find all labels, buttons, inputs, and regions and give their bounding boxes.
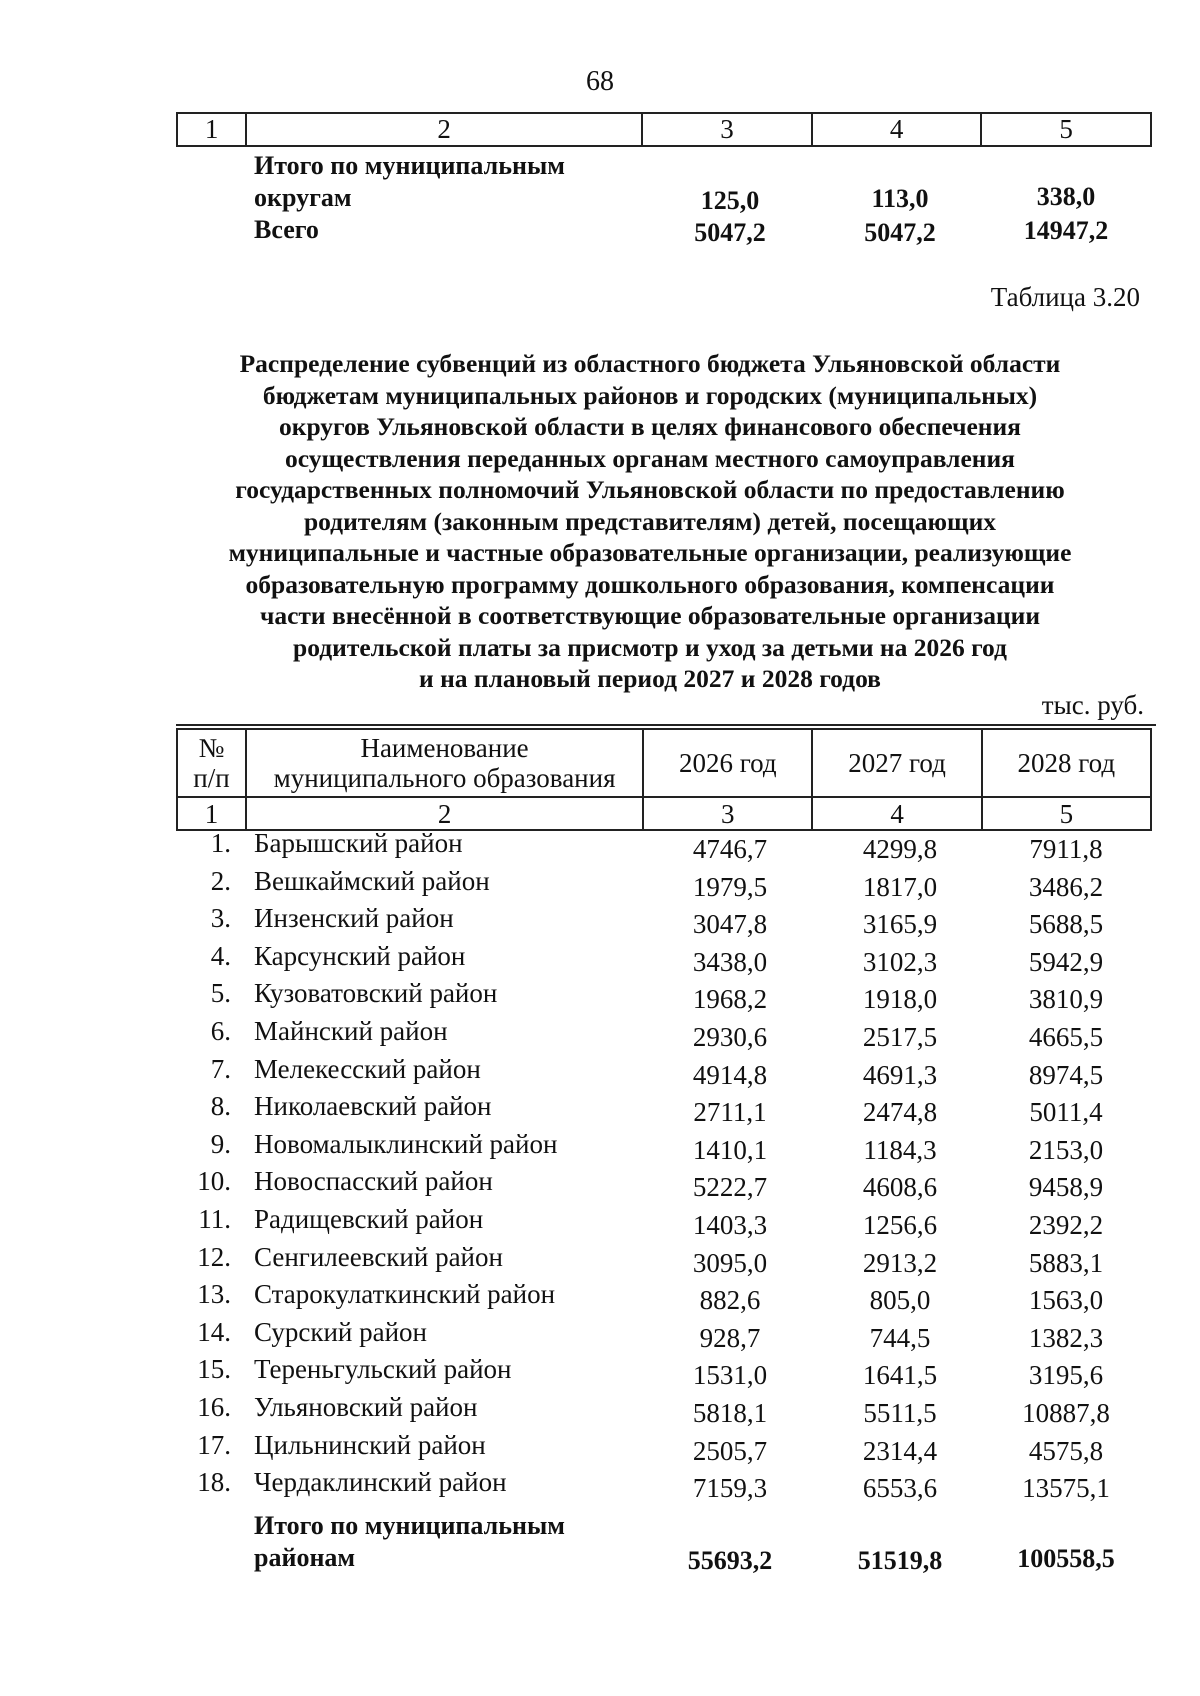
- row-value-2026: 1410,1: [692, 1134, 768, 1165]
- row-value-2027: 3165,9: [862, 909, 938, 940]
- table-row: [176, 866, 1152, 904]
- header-2026: 2026 год: [643, 729, 812, 797]
- title-line: родителям (законным представителям) детей, посещающих: [303, 506, 997, 536]
- row-value-2026: 5818,1: [692, 1397, 768, 1428]
- row-number: 2.: [210, 865, 231, 896]
- table-caption: Таблица 3.20: [990, 282, 1140, 312]
- row-value-2026: 1403,3: [692, 1209, 768, 1240]
- row-value-2028: 8974,5: [1028, 1059, 1104, 1090]
- table-row: [176, 1430, 1152, 1468]
- grand-total-2028: 14947,2: [1023, 216, 1109, 245]
- row-value-2026: 1968,2: [692, 984, 768, 1015]
- row-name: Мелекесский район: [254, 1053, 481, 1084]
- table-title: [150, 348, 1150, 695]
- title-line: государственных полномочий Ульяновской области по предоставлению: [235, 475, 1065, 504]
- table-row: [176, 1054, 1152, 1092]
- row-value-2026: 1979,5: [692, 871, 768, 902]
- title-line: муниципальные и частные образовательные организации, реализующие: [228, 538, 1072, 567]
- row-value-2028: 3486,2: [1028, 871, 1104, 902]
- row-number: 7.: [210, 1053, 231, 1084]
- unit-label: тыс. руб.: [1041, 690, 1144, 720]
- table-row: [176, 1129, 1152, 1167]
- district-total-2027: 51519,8: [857, 1546, 943, 1575]
- title-line: Распределение субвенций из областного бюджета Ульяновской области: [239, 349, 1061, 378]
- row-value-2026: 2711,1: [693, 1097, 767, 1128]
- row-name: Цильнинский район: [254, 1429, 486, 1460]
- okrug-total-2027: 113,0: [871, 184, 929, 213]
- row-value-2028: 1563,0: [1028, 1285, 1104, 1316]
- row-value-2027: 744,5: [869, 1322, 931, 1353]
- title-line: родительской платы за присмотр и уход за детьми на 2026 год: [293, 632, 1007, 662]
- row-name: Старокулаткинский район: [254, 1279, 556, 1310]
- table-row: [176, 978, 1152, 1016]
- table-row: [176, 1166, 1152, 1204]
- header-number-line2: п/п: [193, 763, 230, 793]
- row-value-2028: 1382,3: [1028, 1322, 1104, 1353]
- row-value-2027: 4299,8: [862, 834, 938, 864]
- row-value-2028: 2392,2: [1028, 1209, 1104, 1240]
- table-row: [176, 941, 1152, 979]
- col-index-5: 5: [982, 797, 1151, 830]
- unit-divider: [176, 724, 1156, 726]
- row-value-2027: 2517,5: [862, 1021, 938, 1052]
- table-row: [176, 1091, 1152, 1129]
- okrug-total-label: [254, 150, 565, 214]
- row-value-2028: 7911,8: [1029, 834, 1103, 864]
- table-row: [176, 1317, 1152, 1355]
- row-number: 10.: [197, 1166, 231, 1197]
- table-row: [176, 1016, 1152, 1054]
- okrug-total-2028: 338,0: [1036, 182, 1096, 211]
- okrug-total-label-line2: округам: [254, 183, 352, 212]
- row-name: Сенгилеевский район: [254, 1241, 503, 1272]
- row-value-2026: 4914,8: [692, 1059, 768, 1090]
- row-value-2026: 4746,7: [692, 834, 768, 864]
- col-index-1: 1: [177, 797, 246, 830]
- header-name-line1: Наименование: [360, 733, 529, 763]
- row-value-2026: 2930,6: [692, 1021, 768, 1052]
- col-number-3: 3: [642, 113, 812, 146]
- row-value-2028: 5942,9: [1028, 946, 1104, 977]
- row-value-2028: 9458,9: [1028, 1172, 1104, 1203]
- row-name: Николаевский район: [254, 1091, 492, 1122]
- row-value-2028: 2153,0: [1028, 1134, 1104, 1165]
- row-value-2026: 3047,8: [692, 909, 768, 940]
- row-name: Сурский район: [254, 1316, 427, 1347]
- row-name: Радищевский район: [254, 1203, 484, 1234]
- title-line: бюджетам муниципальных районов и городских (муниципальных): [262, 380, 1038, 410]
- district-total-label-line1: Итого по муниципальным: [254, 1511, 565, 1540]
- row-value-2028: 5883,1: [1028, 1247, 1104, 1278]
- row-value-2026: 3095,0: [692, 1247, 768, 1278]
- continued-table-header: [176, 112, 1152, 147]
- row-number: 13.: [197, 1279, 231, 1310]
- col-index-2: 2: [246, 797, 643, 830]
- row-name: Новомалыклинский район: [254, 1128, 558, 1159]
- row-number: 3.: [210, 903, 231, 934]
- row-name: Чердаклинский район: [254, 1467, 507, 1498]
- row-value-2026: 1531,0: [692, 1360, 768, 1391]
- row-value-2027: 1817,0: [862, 871, 938, 902]
- title-line: округов Ульяновской области в целях финансового обеспечения: [279, 412, 1021, 441]
- table-row: [176, 1204, 1152, 1242]
- row-number: 1.: [210, 828, 231, 858]
- row-name: Ульяновский район: [254, 1391, 478, 1422]
- title-line: части внесённой в соответствующие образовательные организации: [259, 601, 1041, 630]
- row-number: 9.: [210, 1128, 231, 1159]
- row-value-2027: 805,0: [869, 1285, 931, 1316]
- table-body: [176, 828, 1152, 1505]
- row-value-2028: 4665,5: [1028, 1021, 1104, 1052]
- header-number: [177, 729, 246, 797]
- row-number: 8.: [210, 1091, 231, 1122]
- row-value-2027: 2913,2: [862, 1247, 938, 1278]
- table-row: [176, 1392, 1152, 1430]
- header-2028: 2028 год: [982, 729, 1151, 797]
- row-value-2027: 6553,6: [862, 1473, 938, 1504]
- main-table-header: [176, 728, 1152, 831]
- row-value-2028: 3810,9: [1028, 984, 1104, 1015]
- row-value-2027: 4691,3: [862, 1059, 938, 1090]
- row-value-2028: 4575,8: [1028, 1435, 1104, 1466]
- row-value-2027: 1256,6: [862, 1209, 938, 1240]
- title-line: осуществления переданных органам местного самоуправления: [285, 443, 1015, 473]
- okrug-total-label-line1: Итого по муниципальным: [254, 151, 565, 180]
- page-number: 68: [586, 66, 614, 97]
- table-row: [176, 1354, 1152, 1392]
- row-number: 17.: [197, 1429, 231, 1460]
- row-value-2028: 5011,4: [1029, 1097, 1103, 1128]
- table-row: [176, 1279, 1152, 1317]
- row-value-2028: 3195,6: [1028, 1360, 1104, 1391]
- row-name: Новоспасский район: [254, 1166, 493, 1197]
- row-value-2027: 1918,0: [862, 984, 938, 1015]
- table-row: [176, 1467, 1152, 1505]
- row-number: 12.: [197, 1241, 231, 1272]
- row-value-2026: 2505,7: [692, 1435, 768, 1466]
- row-value-2026: 7159,3: [692, 1473, 768, 1504]
- title-line: образовательную программу дошкольного образования, компенсации: [245, 569, 1055, 599]
- row-value-2026: 5222,7: [692, 1172, 768, 1203]
- district-total-2028: 100558,5: [1017, 1544, 1115, 1573]
- col-index-4: 4: [812, 797, 981, 830]
- row-number: 11.: [198, 1203, 231, 1234]
- row-value-2027: 2474,8: [862, 1097, 938, 1128]
- row-number: 18.: [197, 1467, 231, 1498]
- row-name: Барышский район: [254, 828, 463, 858]
- header-name: [246, 729, 643, 797]
- row-value-2026: 882,6: [699, 1285, 761, 1316]
- grand-total-label: Всего: [254, 215, 319, 244]
- col-number-5: 5: [981, 113, 1151, 146]
- row-name: Карсунский район: [254, 940, 466, 971]
- row-value-2028: 5688,5: [1028, 909, 1104, 940]
- row-value-2028: 10887,8: [1022, 1397, 1110, 1428]
- row-value-2026: 3438,0: [692, 946, 768, 977]
- row-number: 5.: [210, 978, 231, 1009]
- district-total-label-line2: районам: [254, 1543, 356, 1572]
- row-value-2027: 1184,3: [863, 1134, 937, 1165]
- col-index-3: 3: [643, 797, 812, 830]
- col-number-4: 4: [812, 113, 982, 146]
- header-2027: 2027 год: [812, 729, 981, 797]
- district-total-label: [254, 1510, 565, 1574]
- row-value-2028: 13575,1: [1022, 1473, 1110, 1504]
- row-value-2027: 1641,5: [862, 1360, 938, 1391]
- row-name: Майнский район: [254, 1015, 448, 1046]
- district-total-2026: 55693,2: [687, 1546, 773, 1575]
- header-name-line2: муниципального образования: [273, 763, 616, 793]
- table-row: [176, 1242, 1152, 1280]
- row-name: Инзенский район: [254, 903, 454, 934]
- row-number: 14.: [197, 1316, 231, 1347]
- grand-total-2027: 5047,2: [864, 218, 936, 247]
- row-value-2026: 928,7: [699, 1322, 761, 1353]
- title-line: и на плановый период 2027 и 2028 годов: [419, 664, 881, 693]
- row-number: 15.: [197, 1354, 231, 1385]
- col-number-1: 1: [177, 113, 246, 146]
- row-value-2027: 5511,5: [863, 1397, 937, 1428]
- row-name: Вешкаймский район: [254, 865, 490, 896]
- row-value-2027: 4608,6: [862, 1172, 938, 1203]
- table-row: [176, 903, 1152, 941]
- row-value-2027: 3102,3: [862, 946, 938, 977]
- row-number: 4.: [210, 940, 231, 971]
- row-number: 6.: [210, 1015, 231, 1046]
- col-number-2: 2: [246, 113, 642, 146]
- row-name: Кузоватовский район: [254, 978, 498, 1009]
- header-number-line1: №: [198, 733, 225, 763]
- grand-total-2026: 5047,2: [694, 218, 766, 247]
- row-number: 16.: [197, 1391, 231, 1422]
- row-name: Тереньгульский район: [254, 1354, 512, 1385]
- row-value-2027: 2314,4: [862, 1435, 938, 1466]
- okrug-total-2026: 125,0: [700, 186, 760, 215]
- table-row: [176, 828, 1152, 866]
